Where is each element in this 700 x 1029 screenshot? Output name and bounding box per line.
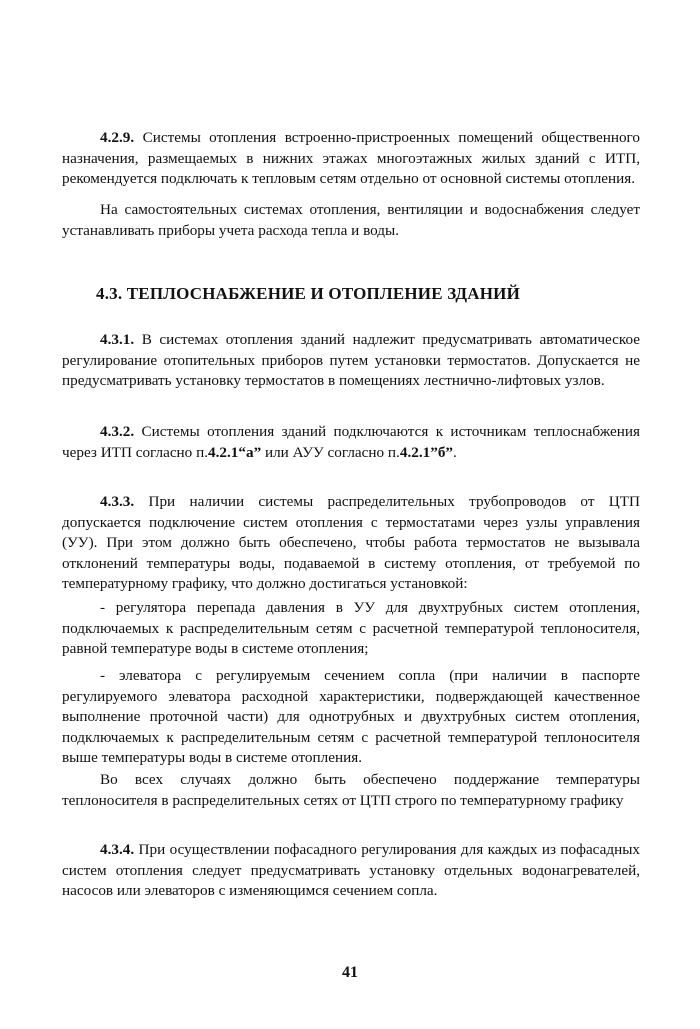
clause-4-3-3-closing: Во всех случаях должно быть обеспечено поддержание температуры теплоносителя в распределительных сетях от ЦТП строго по температурному графику [62,771,640,809]
page-number: 41 [342,964,358,981]
clause-4-3-3 [62,492,640,595]
clause-4-3-4 [62,840,640,902]
clause-text: . [453,443,457,461]
section-heading: 4.3. ТЕПЛОСНАБЖЕНИЕ И ОТОПЛЕНИЕ ЗДАНИЙ [96,284,521,303]
clause-number: 4.3.2. [100,423,135,440]
clause-text: Системы отопления встроенно-пристроенных помещений общественного назначения, размещаемых в нижних этажах многоэтажных жилых зданий с ИТП, рекомендуется подключать к тепловым сетям отдельно от основной системы отопления. [62,129,640,187]
clause-number: 4.3.3. [100,493,135,510]
reference-4-2-1-a: 4.2.1“а” [208,443,262,461]
reference-4-2-1-b: 4.2.1”б” [399,443,453,461]
clause-number: 4.3.4. [100,841,135,858]
clause-number: 4.2.9. [100,129,135,146]
clause-text: Системы отопления зданий подключаются к источникам теплоснабжения через ИТП согласно п. [62,423,640,461]
clause-4-2-9-paragraph-2: На самостоятельных системах отопления, вентиляции и водоснабжения следует устанавливать приборы учета расхода тепла и воды. [62,201,640,239]
clause-number: 4.3.1. [100,331,135,348]
clause-text: При осуществлении пофасадного регулирования для каждых из пофасадных систем отопления следует предусматривать установку отдельных водонагревателей, насосов или элеваторов с изменяющимся сечением сопла. [62,841,640,899]
clause-text: или АУУ согласно п. [261,443,400,461]
clause-4-2-9 [62,128,640,190]
clause-4-3-2 [62,422,640,463]
clause-4-3-1 [62,330,640,392]
clause-text: При наличии системы распределительных трубопроводов от ЦТП допускается подключение систем отопления с термостатами через узлы управления (УУ). При этом должно быть обеспечено, чтобы работа термостатов не вызывала отклонений температуры воды, подаваемой в систему отопления, от требуемой по температурному графику, что должно достигаться установкой: [62,493,640,592]
list-item-elevator: - элеватора с регулируемым сечением сопла (при наличии в паспорте регулируемого элеватора расходной характеристики, подверждающей качественное выполнение проточной части) для однотрубных и двухтрубных систем отопления, подключаемых к распределительным сетям с расчетной температурой теплоносителя выше температуры воды в системе отопления. [62,667,640,766]
clause-text: В системах отопления зданий надлежит предусматривать автоматическое регулирование отопительных приборов путем установки термостатов. Допускается не предусматривать установку термостатов в помещениях лестнично-лифтовых узлов. [62,331,640,389]
list-item-pressure-regulator: - регулятора перепада давления в УУ для двухтрубных систем отопления, подключаемых к распределительным сетям с расчетной температурой теплоносителя, равной температуре воды в системе отопления; [62,599,640,657]
